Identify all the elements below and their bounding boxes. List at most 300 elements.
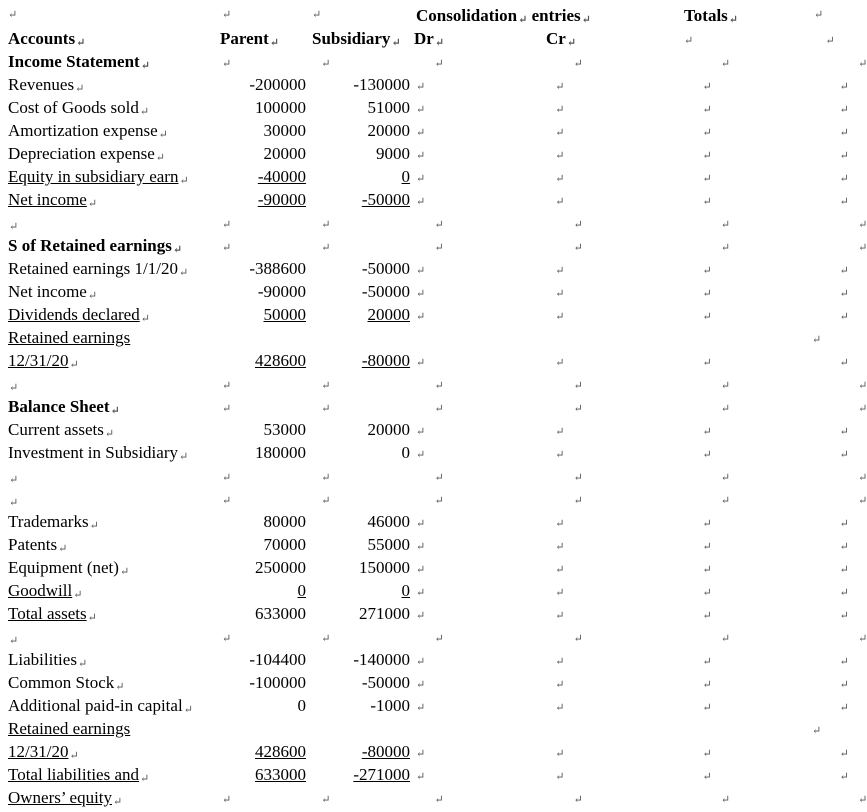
- paragraph-mark: ↵: [140, 773, 150, 785]
- account-name: Equity in subsidiary earn↵: [8, 167, 189, 187]
- account-name: [8, 464, 18, 487]
- paragraph-mark: ↵: [321, 58, 331, 70]
- paragraph-mark: ↵: [555, 771, 565, 783]
- table-row: [0, 648, 849, 671]
- paragraph-mark: ↵: [581, 14, 591, 26]
- paragraph-mark: ↵: [555, 288, 565, 300]
- paragraph-mark: ↵: [9, 635, 19, 647]
- paragraph-mark: ↵: [702, 81, 712, 93]
- paragraph-mark: ↵: [179, 175, 189, 187]
- paragraph-mark: ↵: [573, 403, 583, 415]
- paragraph-mark: ↵: [416, 127, 426, 139]
- paragraph-mark: ↵: [702, 541, 712, 553]
- paragraph-mark: ↵: [140, 60, 150, 72]
- paragraph-mark: ↵: [178, 267, 189, 279]
- subsidiary-amount: 0: [401, 581, 410, 600]
- paragraph-mark: ↵: [9, 497, 19, 509]
- table-row: [0, 50, 867, 73]
- account-name: [8, 625, 18, 648]
- paragraph-mark: ↵: [416, 771, 426, 783]
- parent-amount: 70000: [263, 535, 306, 554]
- paragraph-mark: ↵: [555, 196, 565, 208]
- account-name: Amortization expense↵: [8, 121, 168, 141]
- paragraph-mark: ↵: [9, 474, 19, 486]
- paragraph-mark: ↵: [416, 656, 426, 668]
- paragraph-mark: ↵: [839, 656, 849, 668]
- paragraph-mark: ↵: [555, 656, 565, 668]
- paragraph-mark: ↵: [222, 58, 232, 70]
- paragraph-mark: ↵: [684, 35, 694, 47]
- paragraph-mark: ↵: [87, 290, 98, 302]
- paragraph-mark: ↵: [839, 311, 849, 323]
- table-row: [0, 96, 849, 119]
- paragraph-mark: ↵: [839, 173, 849, 185]
- paragraph-mark: ↵: [416, 288, 426, 300]
- subsidiary-amount: -1000: [370, 696, 410, 715]
- paragraph-mark: ↵: [555, 127, 565, 139]
- paragraph-mark: ↵: [839, 771, 849, 783]
- paragraph-mark: ↵: [416, 426, 426, 438]
- paragraph-mark: ↵: [434, 219, 444, 231]
- paragraph-mark: ↵: [222, 242, 232, 254]
- account-name: 12/31/20↵: [8, 742, 79, 762]
- paragraph-mark: ↵: [720, 58, 731, 70]
- paragraph-mark: ↵: [321, 242, 331, 254]
- paragraph-mark: ↵: [555, 81, 565, 93]
- paragraph-mark: ↵: [555, 150, 565, 162]
- paragraph-mark: ↵: [416, 196, 426, 208]
- account-name: Equipment (net)↵: [8, 558, 130, 578]
- paragraph-mark: ↵: [720, 242, 731, 254]
- parent-amount: -104400: [249, 650, 306, 669]
- paragraph-mark: ↵: [321, 495, 331, 507]
- subsidiary-amount: -80000: [361, 742, 410, 761]
- paragraph-mark: ↵: [720, 380, 731, 392]
- paragraph-mark: ↵: [222, 633, 232, 645]
- account-name: Cost of Goods sold↵: [8, 98, 150, 118]
- table-row: [0, 671, 849, 694]
- table-row: [0, 510, 849, 533]
- paragraph-mark: ↵: [812, 725, 822, 737]
- parent-amount: 250000: [255, 558, 306, 577]
- paragraph-mark: ↵: [104, 428, 115, 440]
- paragraph-mark: ↵: [573, 472, 583, 484]
- account-name: S of Retained earnings↵: [8, 236, 183, 256]
- account-name: [8, 372, 18, 395]
- paragraph-mark: ↵: [858, 633, 867, 645]
- paragraph-mark: ↵: [518, 14, 528, 26]
- account-name: Depreciation expense↵: [8, 144, 166, 164]
- dr-header: Dr↵: [414, 29, 445, 49]
- paragraph-mark: ↵: [416, 449, 426, 461]
- subsidiary-amount: 20000: [367, 121, 410, 140]
- paragraph-mark: ↵: [839, 426, 849, 438]
- paragraph-mark: ↵: [702, 150, 712, 162]
- paragraph-mark: ↵: [720, 472, 731, 484]
- paragraph-mark: ↵: [812, 334, 822, 346]
- paragraph-mark: ↵: [321, 219, 331, 231]
- parent-amount: 53000: [263, 420, 306, 439]
- paragraph-mark: ↵: [720, 633, 731, 645]
- subsidiary-amount: 46000: [367, 512, 410, 531]
- parent-amount: -40000: [257, 167, 306, 186]
- accounts-column-header: Accounts↵: [8, 29, 86, 49]
- paragraph-mark: ↵: [839, 265, 849, 277]
- paragraph-mark: ↵: [858, 242, 867, 254]
- paragraph-mark: ↵: [69, 750, 79, 762]
- paragraph-mark: ↵: [555, 357, 565, 369]
- paragraph-mark: ↵: [222, 495, 232, 507]
- account-name: 12/31/20↵: [8, 351, 79, 371]
- paragraph-mark: ↵: [110, 405, 120, 417]
- subsidiary-amount: -50000: [361, 259, 410, 278]
- table-row: [0, 119, 849, 142]
- parent-amount: 20000: [263, 144, 306, 163]
- paragraph-mark: ↵: [702, 656, 712, 668]
- paragraph-mark: ↵: [89, 520, 99, 532]
- totals-label: Totals: [684, 6, 728, 25]
- column-header-row: [0, 27, 846, 50]
- parent-column-header: Parent↵: [220, 29, 280, 49]
- paragraph-mark: ↵: [728, 14, 738, 26]
- account-name: Total liabilities and↵: [8, 765, 150, 785]
- account-name: Goodwill↵: [8, 581, 83, 601]
- paragraph-mark: ↵: [702, 104, 712, 116]
- table-row: [0, 786, 867, 809]
- paragraph-mark: ↵: [702, 587, 712, 599]
- table-row: [0, 349, 849, 372]
- account-name: Balance Sheet↵: [8, 397, 120, 417]
- paragraph-mark: ↵: [839, 196, 849, 208]
- paragraph-mark: ↵: [839, 587, 849, 599]
- blank-row: [0, 211, 867, 234]
- table-row: [0, 418, 849, 441]
- table-row: [0, 165, 849, 188]
- table-row: [0, 142, 849, 165]
- paragraph-mark: ↵: [720, 794, 731, 806]
- subsidiary-amount: 0: [401, 167, 410, 186]
- paragraph-mark: ↵: [321, 633, 331, 645]
- table-row: [0, 763, 849, 786]
- paragraph-mark: ↵: [573, 380, 583, 392]
- subsidiary-amount: -130000: [353, 75, 410, 94]
- subsidiary-amount: 55000: [367, 535, 410, 554]
- subsidiary-amount: 0: [401, 443, 410, 462]
- blank-row: [0, 487, 867, 510]
- paragraph-mark: ↵: [416, 610, 426, 622]
- paragraph-mark: ↵: [416, 357, 426, 369]
- subsidiary-column-header: Subsidiary↵: [312, 29, 401, 49]
- paragraph-mark: ↵: [858, 472, 867, 484]
- paragraph-mark: ↵: [58, 543, 68, 555]
- paragraph-mark: ↵: [858, 403, 867, 415]
- paragraph-mark: ↵: [555, 311, 565, 323]
- table-row: [0, 395, 867, 418]
- paragraph-mark: ↵: [720, 219, 731, 231]
- paragraph-mark: ↵: [702, 679, 712, 691]
- paragraph-mark: ↵: [155, 152, 166, 164]
- paragraph-mark: ↵: [416, 679, 426, 691]
- paragraph-mark: ↵: [140, 313, 150, 325]
- blank-row: [0, 464, 867, 487]
- paragraph-mark: ↵: [9, 221, 19, 233]
- paragraph-mark: ↵: [119, 566, 130, 578]
- paragraph-mark: ↵: [222, 403, 232, 415]
- paragraph-mark: ↵: [416, 150, 426, 162]
- account-name: Investment in Subsidiary↵: [8, 443, 189, 463]
- account-name: Retained earnings 1/1/20↵: [8, 259, 189, 279]
- paragraph-mark: ↵: [839, 541, 849, 553]
- paragraph-mark: ↵: [702, 127, 712, 139]
- account-name: Net income↵: [8, 190, 98, 210]
- paragraph-mark: ↵: [321, 380, 331, 392]
- paragraph-mark: ↵: [416, 173, 426, 185]
- consolidation-label: Consolidation: [416, 6, 518, 25]
- paragraph-mark: ↵: [573, 242, 583, 254]
- table-row: [0, 303, 849, 326]
- table-row: [0, 234, 867, 257]
- paragraph-mark: ↵: [839, 679, 849, 691]
- totals-header: [684, 4, 738, 27]
- account-name: Owners’ equity↵: [8, 788, 123, 808]
- account-name: Income Statement↵: [8, 52, 150, 72]
- paragraph-mark: ↵: [222, 9, 232, 21]
- subsidiary-amount: 20000: [367, 305, 410, 324]
- parent-amount: 0: [297, 581, 306, 600]
- table-row: [0, 556, 849, 579]
- parent-amount: 633000: [255, 765, 306, 784]
- paragraph-mark: ↵: [416, 564, 426, 576]
- paragraph-mark: ↵: [702, 518, 712, 530]
- table-row: [0, 579, 849, 602]
- paragraph-mark: ↵: [434, 495, 444, 507]
- paragraph-mark: ↵: [555, 173, 565, 185]
- paragraph-mark: ↵: [416, 265, 426, 277]
- paragraph-mark: ↵: [555, 104, 565, 116]
- subsidiary-amount: 20000: [367, 420, 410, 439]
- paragraph-mark: ↵: [839, 449, 849, 461]
- paragraph-mark: ↵: [702, 449, 712, 461]
- parent-amount: -100000: [249, 673, 306, 692]
- parent-amount: -90000: [257, 282, 306, 301]
- paragraph-mark: ↵: [416, 748, 426, 760]
- paragraph-mark: ↵: [573, 58, 583, 70]
- paragraph-mark: ↵: [416, 81, 426, 93]
- table-row: [0, 73, 849, 96]
- table-row: [0, 602, 849, 625]
- paragraph-mark: ↵: [87, 612, 97, 624]
- paragraph-mark: ↵: [702, 196, 712, 208]
- parent-amount: 30000: [263, 121, 306, 140]
- paragraph-mark: ↵: [77, 658, 88, 670]
- paragraph-mark: ↵: [839, 288, 849, 300]
- subsidiary-amount: 271000: [359, 604, 410, 623]
- subsidiary-amount: -50000: [361, 282, 410, 301]
- paragraph-mark: ↵: [702, 265, 712, 277]
- paragraph-mark: ↵: [555, 564, 565, 576]
- paragraph-mark: ↵: [416, 518, 426, 530]
- table-row: [0, 717, 846, 740]
- paragraph-mark: ↵: [858, 380, 867, 392]
- paragraph-mark: ↵: [434, 242, 444, 254]
- entries-label: entries: [531, 6, 581, 25]
- paragraph-mark: ↵: [555, 702, 565, 714]
- subsidiary-amount: 51000: [367, 98, 410, 117]
- paragraph-mark: ↵: [158, 129, 168, 141]
- paragraph-mark: ↵: [73, 589, 83, 601]
- paragraph-mark: ↵: [9, 382, 19, 394]
- paragraph-mark: ↵: [839, 127, 849, 139]
- paragraph-mark: ↵: [416, 104, 426, 116]
- paragraph-mark: ↵: [555, 541, 565, 553]
- paragraph-mark: ↵: [113, 796, 123, 808]
- paragraph-mark: ↵: [183, 704, 193, 716]
- paragraph-mark: ↵: [839, 610, 849, 622]
- account-name: Current assets↵: [8, 420, 115, 440]
- parent-amount: -388600: [249, 259, 306, 278]
- subsidiary-amount: -271000: [353, 765, 410, 784]
- paragraph-mark: ↵: [172, 244, 183, 256]
- account-name: Retained earnings: [8, 719, 131, 738]
- paragraph-mark: ↵: [139, 106, 150, 118]
- paragraph-mark: ↵: [434, 633, 444, 645]
- table-row: [0, 694, 849, 717]
- paragraph-mark: ↵: [573, 219, 583, 231]
- paragraph-mark: ↵: [839, 518, 849, 530]
- subsidiary-amount: -80000: [361, 351, 410, 370]
- paragraph-mark: ↵: [702, 771, 712, 783]
- account-name: Liabilities↵: [8, 650, 88, 670]
- paragraph-mark: ↵: [839, 150, 849, 162]
- paragraph-mark: ↵: [839, 702, 849, 714]
- parent-amount: 633000: [255, 604, 306, 623]
- paragraph-mark: ↵: [702, 173, 712, 185]
- account-name: Net income↵: [8, 282, 98, 302]
- parent-amount: 180000: [255, 443, 306, 462]
- consolidation-entries-header: [416, 4, 591, 27]
- paragraph-mark: ↵: [702, 311, 712, 323]
- paragraph-mark: ↵: [814, 9, 824, 21]
- paragraph-mark: ↵: [702, 564, 712, 576]
- paragraph-mark: ↵: [555, 587, 565, 599]
- paragraph-mark: ↵: [573, 794, 583, 806]
- account-name: Total assets↵: [8, 604, 97, 624]
- paragraph-mark: ↵: [858, 495, 867, 507]
- paragraph-mark: ↵: [555, 610, 565, 622]
- paragraph-mark: ↵: [720, 495, 731, 507]
- paragraph-mark: ↵: [839, 357, 849, 369]
- paragraph-mark: ↵: [434, 472, 444, 484]
- subsidiary-amount: -50000: [361, 673, 410, 692]
- paragraph-mark: ↵: [434, 794, 444, 806]
- paragraph-mark: ↵: [222, 219, 232, 231]
- parent-amount: -90000: [257, 190, 306, 209]
- account-name: [8, 211, 18, 234]
- paragraph-mark: ↵: [858, 794, 867, 806]
- paragraph-mark: ↵: [839, 564, 849, 576]
- account-name: Revenues↵: [8, 75, 85, 95]
- blank-row: [0, 625, 867, 648]
- account-name: Dividends declared↵: [8, 305, 150, 325]
- table-row: [0, 188, 849, 211]
- parent-amount: 428600: [255, 351, 306, 370]
- paragraph-mark: ↵: [434, 58, 444, 70]
- table-row: [0, 280, 849, 303]
- paragraph-mark: ↵: [321, 403, 331, 415]
- table-row: [0, 533, 849, 556]
- paragraph-mark: ↵: [75, 83, 85, 95]
- paragraph-mark: ↵: [702, 288, 712, 300]
- paragraph-mark: ↵: [573, 495, 583, 507]
- parent-amount: 50000: [263, 305, 306, 324]
- paragraph-mark: ↵: [702, 748, 712, 760]
- paragraph-mark: ↵: [555, 748, 565, 760]
- subsidiary-amount: -140000: [353, 650, 410, 669]
- paragraph-mark: ↵: [87, 198, 98, 210]
- account-name: Patents↵: [8, 535, 68, 555]
- paragraph-mark: ↵: [839, 81, 849, 93]
- account-name: Trademarks↵: [8, 512, 99, 532]
- paragraph-mark: ↵: [839, 748, 849, 760]
- account-name: Retained earnings: [8, 328, 131, 347]
- paragraph-mark: ↵: [416, 541, 426, 553]
- paragraph-mark: ↵: [573, 633, 583, 645]
- subsidiary-amount: 150000: [359, 558, 410, 577]
- paragraph-mark: ↵: [702, 357, 712, 369]
- paragraph-mark: ↵: [69, 359, 79, 371]
- paragraph-mark: ↵: [416, 311, 426, 323]
- blank-row: [0, 372, 867, 395]
- paragraph-mark: ↵: [858, 58, 867, 70]
- paragraph-mark: ↵: [222, 380, 232, 392]
- cr-column-header: Cr↵: [546, 29, 577, 49]
- account-name: [8, 487, 18, 510]
- parent-amount: 428600: [255, 742, 306, 761]
- paragraph-mark: ↵: [416, 587, 426, 599]
- paragraph-mark: ↵: [839, 104, 849, 116]
- paragraph-mark: ↵: [555, 449, 565, 461]
- paragraph-mark: ↵: [434, 380, 444, 392]
- table-row: [0, 740, 849, 763]
- paragraph-mark: ↵: [555, 518, 565, 530]
- paragraph-mark: ↵: [555, 265, 565, 277]
- table-row: [0, 257, 849, 280]
- subsidiary-amount: -50000: [361, 190, 410, 209]
- paragraph-mark: ↵: [702, 426, 712, 438]
- paragraph-mark: ↵: [321, 472, 331, 484]
- paragraph-mark: ↵: [222, 794, 232, 806]
- paragraph-mark: ↵: [555, 679, 565, 691]
- subsidiary-amount: 9000: [376, 144, 410, 163]
- paragraph-mark: ↵: [825, 35, 835, 47]
- paragraph-mark: ↵: [222, 472, 232, 484]
- paragraph-mark: ↵: [178, 451, 189, 463]
- paragraph-mark: ↵: [416, 702, 426, 714]
- parent-amount: 100000: [255, 98, 306, 117]
- paragraph-mark: ↵: [434, 403, 444, 415]
- account-name: Additional paid-in capital↵: [8, 696, 193, 716]
- paragraph-mark: ↵: [555, 426, 565, 438]
- paragraph-mark: ↵: [720, 403, 731, 415]
- parent-amount: -200000: [249, 75, 306, 94]
- account-name: Common Stock↵: [8, 673, 125, 693]
- paragraph-mark: ↵: [702, 702, 712, 714]
- paragraph-mark: ↵: [115, 681, 125, 693]
- parent-amount: 80000: [263, 512, 306, 531]
- table-row: [0, 326, 846, 349]
- paragraph-mark: ↵: [312, 9, 322, 21]
- paragraph-mark: ↵: [321, 794, 331, 806]
